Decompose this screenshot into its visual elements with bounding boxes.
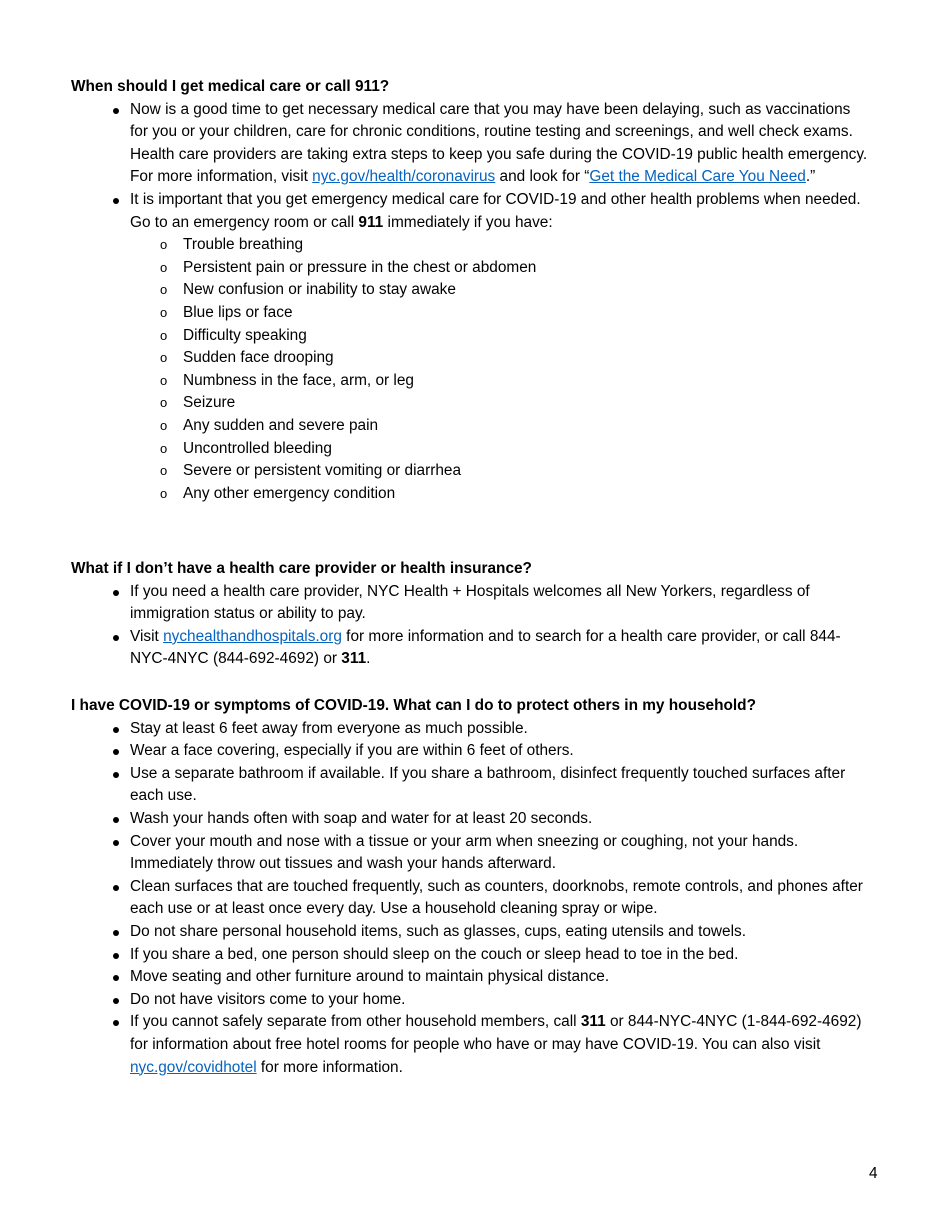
list-item xyxy=(71,189,871,505)
section-protect-household xyxy=(71,695,871,1079)
coronavirus-link[interactable]: nyc.gov/health/coronavirus xyxy=(312,168,496,186)
list-item: Cover your mouth and nose with a tissue or your arm when sneezing or coughing, not your hands. Immediately throw out tissues and wash your hands afterward. xyxy=(71,831,871,876)
symptom-item: o Numbness in the face, arm, or leg xyxy=(71,370,871,393)
text: It is important that you get emergency medical care for COVID-19 and other health problems when needed. Go to an emergency room or call xyxy=(130,190,861,231)
symptom-item: o Uncontrolled bleeding xyxy=(71,438,871,461)
text: and look for “ xyxy=(495,168,590,186)
section-no-provider xyxy=(71,558,871,671)
symptom-item: o Blue lips or face xyxy=(71,302,871,325)
text: for more information. xyxy=(256,1058,403,1076)
symptom-item: o New confusion or inability to stay awake xyxy=(71,279,871,302)
section-heading: I have COVID-19 or symptoms of COVID-19. What can I do to protect others in my household? xyxy=(71,697,756,714)
bold-text: 311 xyxy=(341,650,367,668)
list-item: Do not have visitors come to your home. xyxy=(71,989,871,1012)
list-item: Move seating and other furniture around to maintain physical distance. xyxy=(71,966,871,989)
list-item xyxy=(71,626,871,671)
medical-care-link[interactable]: Get the Medical Care You Need xyxy=(589,168,806,186)
text: Visit xyxy=(130,627,164,645)
nychealthandhospitals-link[interactable]: nychealthandhospitals.org xyxy=(163,627,342,645)
symptom-item: o Sudden face drooping xyxy=(71,347,871,370)
symptom-item: o Any other emergency condition xyxy=(71,483,871,506)
list-item xyxy=(71,99,871,189)
section-medical-care xyxy=(71,76,871,505)
list-item: Wear a face covering, especially if you are within 6 feet of others. xyxy=(71,740,871,763)
list-item: Use a separate bathroom if available. If you share a bathroom, disinfect frequently touched surfaces after each use. xyxy=(71,763,871,808)
symptom-item: o Seizure xyxy=(71,392,871,415)
symptom-item: o Trouble breathing xyxy=(71,234,871,257)
page-number: 4 xyxy=(869,1165,878,1182)
covidhotel-link[interactable]: nyc.gov/covidhotel xyxy=(130,1058,257,1076)
text: If you cannot safely separate from other household members, call xyxy=(130,1013,581,1031)
text: .” xyxy=(805,168,816,186)
symptom-item: o Any sudden and severe pain xyxy=(71,415,871,438)
section-heading: What if I don’t have a health care provider or health insurance? xyxy=(71,560,532,577)
list-item: Wash your hands often with soap and water for at least 20 seconds. xyxy=(71,808,871,831)
bold-text: 311 xyxy=(580,1013,606,1031)
bold-text: 911 xyxy=(358,213,384,231)
list-item: If you need a health care provider, NYC Health + Hospitals welcomes all New Yorkers, regardless of immigration status or ability to pay. xyxy=(71,581,871,626)
text: or 844-NYC-4NYC (1-844-692-4692) for information about free hotel rooms for people who have or may have COVID-19. You can also visit xyxy=(130,1013,862,1053)
symptom-item: o Difficulty speaking xyxy=(71,325,871,348)
section-heading: When should I get medical care or call 911? xyxy=(71,78,390,95)
list-item: Stay at least 6 feet away from everyone as much possible. xyxy=(71,718,871,741)
symptom-list xyxy=(130,234,871,505)
symptom-item: o Persistent pain or pressure in the chest or abdomen xyxy=(71,257,871,280)
list-item: Clean surfaces that are touched frequently, such as counters, doorknobs, remote controls, and phones after each use or at least once every day. Use a household cleaning spray or wipe. xyxy=(71,876,871,921)
symptom-item: o Severe or persistent vomiting or diarrhea xyxy=(71,460,871,483)
text: immediately if you have: xyxy=(383,213,553,231)
text: for more information and to search for a health care provider, or call 844-NYC-4NYC (844-692-4692) or xyxy=(130,627,841,668)
text: Now is a good time to get necessary medical care that you may have been delaying, such as vaccinations for you or your children, care for chronic conditions, routine testing and screenings, and well check exams. Health care providers are taking extra steps to keep you safe during the COVID-19 public health emergency. For more information, visit xyxy=(130,100,868,186)
list-item: If you share a bed, one person should sleep on the couch or sleep head to toe in the bed. xyxy=(71,944,871,967)
list-item xyxy=(71,1011,871,1079)
list-item: Do not share personal household items, such as glasses, cups, eating utensils and towels. xyxy=(71,921,871,944)
text: . xyxy=(366,650,371,668)
